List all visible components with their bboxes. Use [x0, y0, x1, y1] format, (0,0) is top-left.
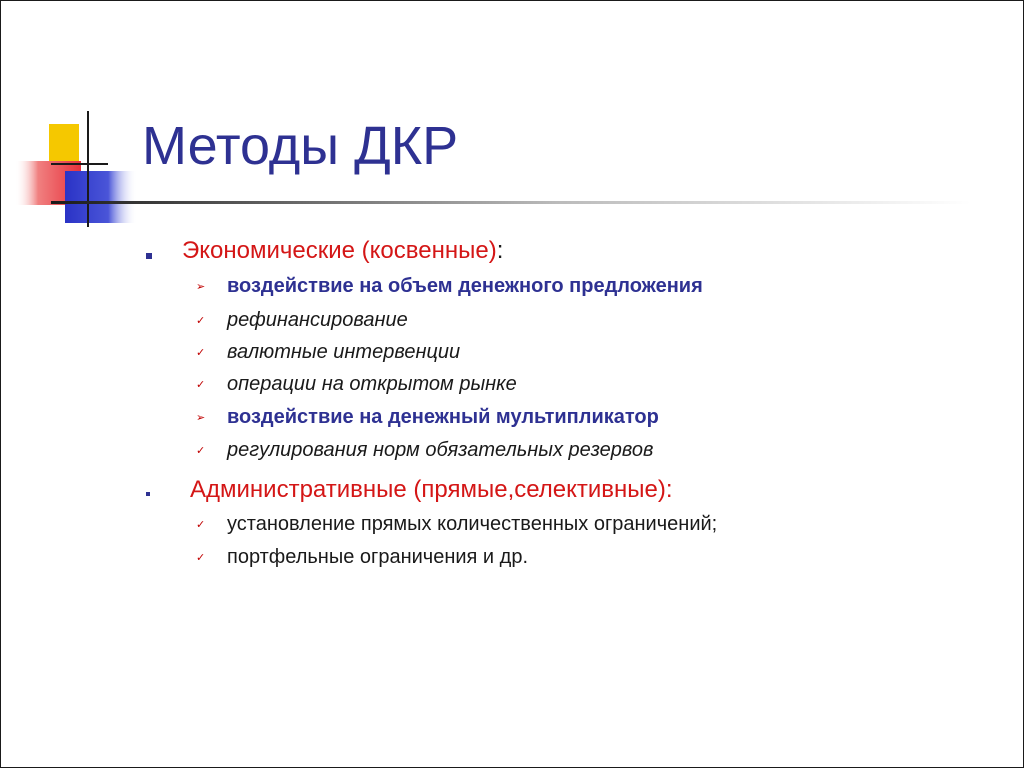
section-economic-label: Экономические (косвенные): — [182, 237, 504, 264]
slide-title: Методы ДКР — [142, 116, 459, 176]
check-bullet-icon: ✓ — [196, 347, 206, 359]
check-bullet-icon: ✓ — [196, 519, 206, 531]
deco-blue-bar — [65, 171, 137, 223]
check-bullet-icon: ✓ — [196, 552, 206, 564]
square-bullet-icon — [146, 492, 150, 496]
check-bullet-icon: ✓ — [196, 445, 206, 457]
slide: Методы ДКР Экономические (косвенные): ➢ воздействие на объем денежного предложения ✓ рефинансирование ✓ валютные интервенции ✓ операции на открытом рынке ➢ воздействие на денежный мультипликатор ✓ регулирования норм обязательных резервов Административные (прямые,селективные): ✓ установление прямых количественных ограничений; ✓ портфельные ограничения и др. — [0, 0, 1024, 768]
arrow-bullet-icon: ➢ — [196, 281, 206, 293]
title-underline — [51, 201, 971, 204]
arrow-bullet-icon: ➢ — [196, 412, 206, 424]
check-bullet-icon: ✓ — [196, 379, 206, 391]
check-bullet-icon: ✓ — [196, 315, 206, 327]
deco-yellow-square — [49, 124, 79, 164]
section-administrative-label: Административные (прямые,селективные): — [190, 476, 673, 503]
square-bullet-icon — [146, 253, 152, 259]
